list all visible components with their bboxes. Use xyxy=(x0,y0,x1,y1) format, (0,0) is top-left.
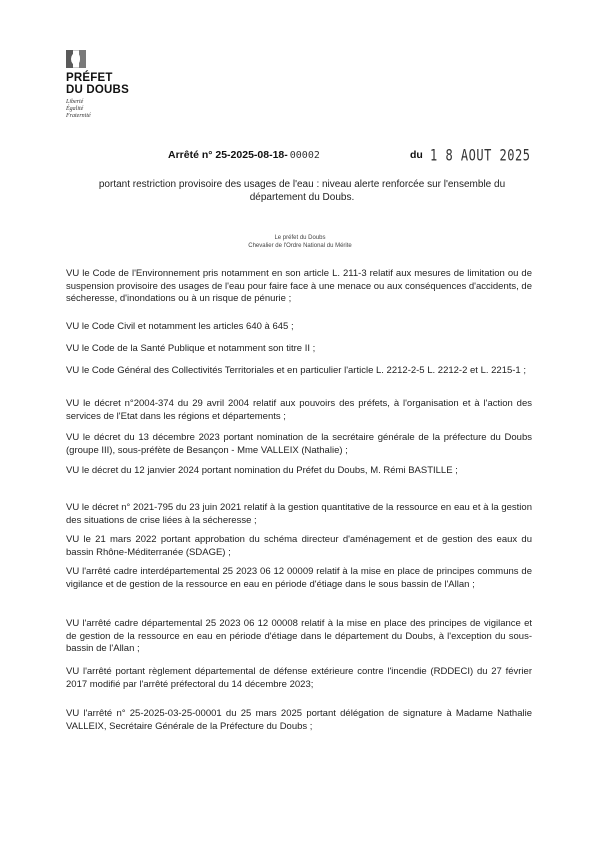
visa-item: VU le Code de la Santé Publique et notamment son titre II ; xyxy=(66,343,316,354)
visa-item: VU le Code Civil et notamment les articles 640 à 645 ; xyxy=(66,321,294,332)
logo-title-line1: PRÉFET xyxy=(66,72,113,84)
date-label: du xyxy=(410,149,423,161)
arrete-number-printed: Arrêté n° 25-2025-08-18- xyxy=(168,149,288,161)
arrete-number-handwritten: 00002 xyxy=(289,150,320,161)
motto-liberte: Liberté xyxy=(66,99,84,105)
logo-title-line2: DU DOUBS xyxy=(66,84,129,96)
visa-item: VU le décret n°2004-374 du 29 avril 2004 relatif aux pouvoirs des préfets, à l'organisation et à l'action des services de l'Etat dans les régions et départements ; xyxy=(66,398,532,422)
prefecture-logo xyxy=(66,50,156,120)
visa-item: VU le décret du 13 décembre 2023 portant nomination de la secrétaire générale de la préfecture du Doubs (groupe III), sous-préfète de Besançon - Mme VALLEIX (Nathalie) ; xyxy=(66,432,532,456)
republic-motto xyxy=(66,99,156,120)
visa-item: VU l'arrêté n° 25-2025-03-25-00001 du 25 mars 2025 portant délégation de signature à Madame Nathalie VALLEIX, Secrétaire Générale de la Préfecture du Doubs ; xyxy=(66,708,532,732)
arrete-subject: portant restriction provisoire des usages de l'eau : niveau alerte renforcée sur l'ensemble du département du Doubs. xyxy=(98,179,506,203)
date-stamp: 1 8 AOUT 2025 xyxy=(430,146,531,165)
prefet-line1: Le préfet du Doubs xyxy=(274,235,326,241)
visa-item: VU l'arrêté cadre interdépartemental 25 2023 06 12 00009 relatif à la mise en place de principes communs de vigilance et de gestion de la ressource en eau en période d'étiage dans le sous bassin de l'Allan ; xyxy=(66,566,532,590)
motto-egalite: Égalité xyxy=(66,106,84,112)
visa-item: VU le décret du 12 janvier 2024 portant nomination du Préfet du Doubs, M. Rémi BASTILLE ; xyxy=(66,465,458,476)
arrete-number xyxy=(168,149,320,161)
visa-item: VU le Code Général des Collectivités Territoriales et en particulier l'article L. 2212-2-5 L. 2212-2 et L. 2215-1 ; xyxy=(66,365,526,376)
visa-item: VU l'arrêté cadre départemental 25 2023 06 12 00008 relatif à la mise en place des principes de vigilance et de gestion de la ressource en eau en période d'étiage dans le département du Doubs, à l'exception du sous-bassin de l'Allan ; xyxy=(66,618,532,654)
prefet-title xyxy=(180,234,420,250)
prefet-line2: Chevalier de l'Ordre National du Mérite xyxy=(248,243,352,249)
motto-fraternite: Fraternité xyxy=(66,113,91,119)
visa-item: VU l'arrêté portant règlement départemental de défense extérieure contre l'incendie (RDDECI) du 27 février 2017 modifié par l'arrêté préfectoral du 14 décembre 2023; xyxy=(66,666,532,690)
visa-item: VU le Code de l'Environnement pris notamment en son article L. 211-3 relatif aux mesures de limitation ou de suspension provisoire des usages de l'eau pour faire face à une menace ou aux conséquences d'accidents, de sécheresse, d'inondations ou à un risque de pénurie ; xyxy=(66,268,532,304)
visa-item: VU le décret n° 2021-795 du 23 juin 2021 relatif à la gestion quantitative de la ressource en eau et à la gestion des situations de crise liées à la sécheresse ; xyxy=(66,502,532,526)
marianne-flag-icon xyxy=(66,50,86,68)
visa-item: VU le 21 mars 2022 portant approbation du schéma directeur d'aménagement et de gestion des eaux du bassin Rhône-Méditerranée (SDAGE) ; xyxy=(66,534,532,558)
